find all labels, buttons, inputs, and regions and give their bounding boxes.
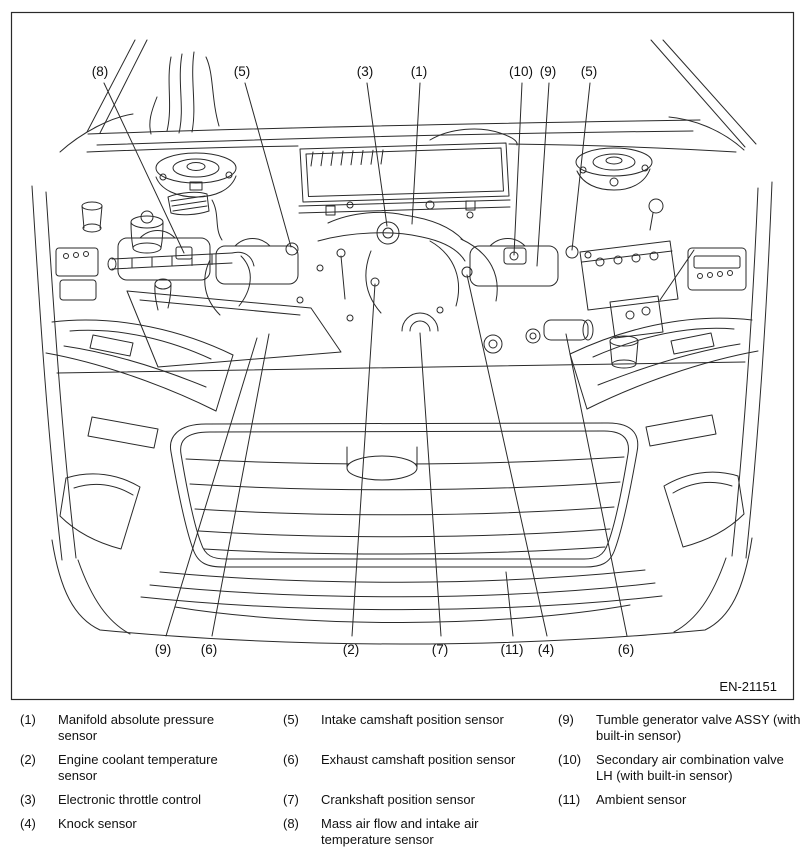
legend-item-number: (8) <box>283 816 299 831</box>
callout-label: (5) <box>580 64 598 79</box>
legend-item-text: Tumble generator valve ASSY (with built-in sensor) <box>596 712 801 743</box>
legend-item <box>20 816 283 848</box>
callout-label: (9) <box>154 642 172 657</box>
callout-label: (5) <box>233 64 251 79</box>
callout-label: (10) <box>508 64 534 79</box>
legend-item-text: Crankshaft position sensor <box>321 792 475 807</box>
legend-item-text: Manifold absolute pressure sensor <box>58 712 215 743</box>
legend-item <box>558 752 804 784</box>
legend-item <box>283 752 558 784</box>
legend-item-number: (5) <box>283 712 299 727</box>
legend-item <box>558 792 804 808</box>
legend-item-number: (6) <box>283 752 299 767</box>
legend-item-text: Mass air flow and intake air temperature sensor <box>321 816 479 847</box>
legend-item <box>20 792 283 808</box>
callout-label: (6) <box>200 642 218 657</box>
legend-item-number: (9) <box>558 712 574 727</box>
callout-label: (3) <box>356 64 374 79</box>
callout-label: (8) <box>91 64 109 79</box>
callout-label: (11) <box>500 642 524 657</box>
legend-item <box>558 712 804 744</box>
legend-item-text: Engine coolant temperature sensor <box>58 752 218 783</box>
legend-item-text: Secondary air combination valve LH (with built-in sensor) <box>596 752 784 783</box>
callout-label: (1) <box>410 64 428 79</box>
legend-item-text: Electronic throttle control <box>58 792 202 807</box>
callout-label: (9) <box>539 64 557 79</box>
legend-item <box>283 816 558 848</box>
callout-label: (6) <box>617 642 635 657</box>
legend-item-number: (11) <box>558 792 581 807</box>
callout-label: (7) <box>431 642 449 657</box>
legend-item-number: (7) <box>283 792 299 807</box>
legend-item <box>283 792 558 808</box>
legend-item-number: (3) <box>20 792 36 807</box>
legend-item-text: Knock sensor <box>58 816 137 831</box>
legend-item-number: (2) <box>20 752 36 767</box>
callout-label: (4) <box>537 642 555 657</box>
figure-code: EN-21151 <box>719 679 777 694</box>
legend-item-text: Exhaust camshaft position sensor <box>321 752 516 767</box>
callout-label: (2) <box>342 642 360 657</box>
legend-item-text: Ambient sensor <box>596 792 687 807</box>
legend-item <box>20 752 283 784</box>
sensor-legend <box>0 702 804 848</box>
legend-item <box>20 712 283 744</box>
legend-item <box>283 712 558 744</box>
legend-item-number: (1) <box>20 712 36 727</box>
legend-item-text: Intake camshaft position sensor <box>321 712 504 727</box>
legend-item-number: (10) <box>558 752 582 767</box>
legend-item-number: (4) <box>20 816 36 831</box>
